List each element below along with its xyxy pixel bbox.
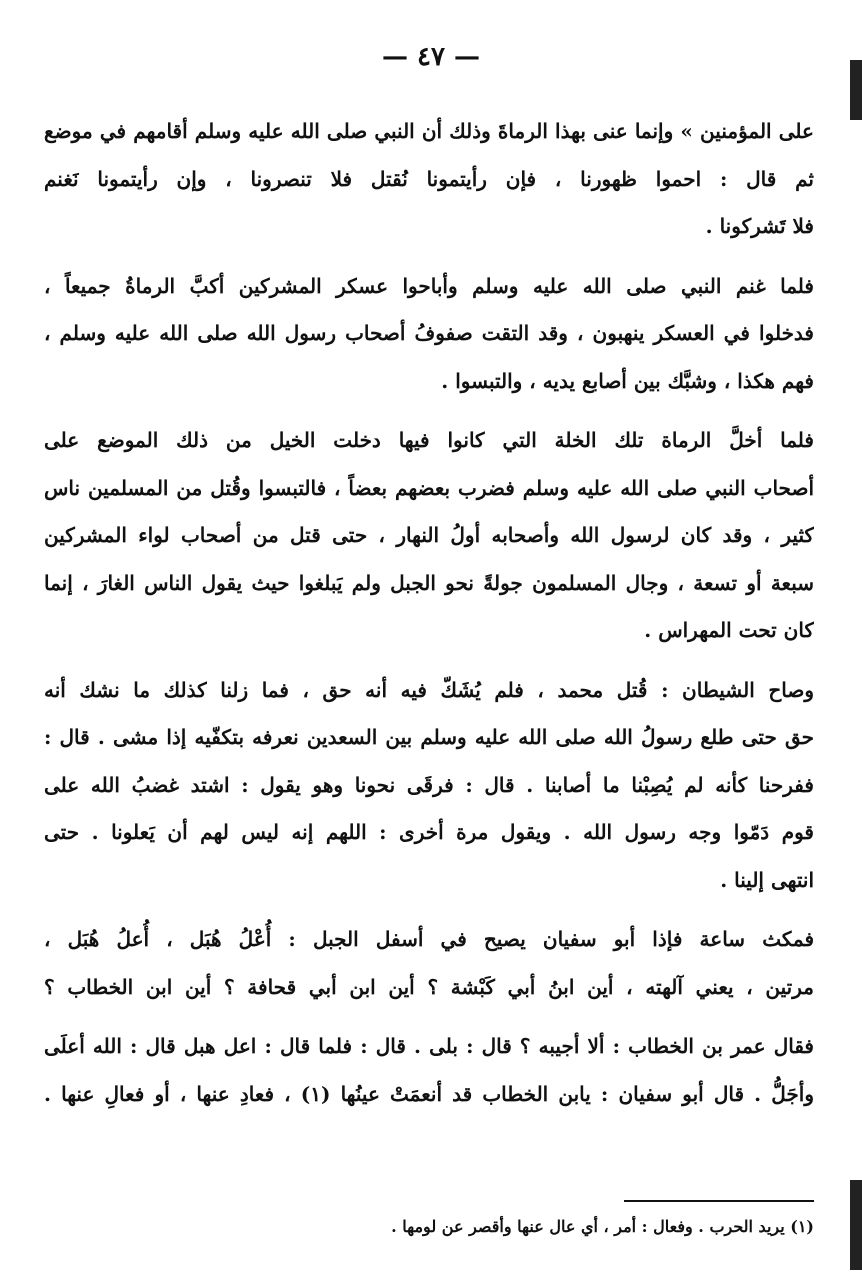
- text-line: مرتين ، يعني آلهته ، أين ابنُ أبي كَبْشة ؟ أين ابن أبي قحافة ؟ أين ابن الخطاب ؟: [44, 974, 814, 999]
- footnote: [44, 1212, 814, 1242]
- text-line: فلما أخلَّ الرماة تلك الخلة التي كانوا فيها دخلت الخيل من ذلك الموضع على: [44, 428, 814, 452]
- paragraph-3: [44, 417, 814, 655]
- text-line: أصحاب النبي صلى الله عليه وسلم فضرب بعضهم بعضاً ، فالتبسوا وقُتل من المسلمين ناس: [44, 475, 814, 500]
- paragraph-6: [44, 1023, 814, 1118]
- scan-edge-mark: [850, 1180, 862, 1270]
- text-line: كان تحت المهراس .: [644, 618, 814, 642]
- text-line: انتهى إلينا .: [720, 867, 814, 892]
- text-line: على المؤمنين » وإنما عنى بهذا الرماةَ وذلك أن النبي صلى الله عليه وسلم أقامهم في موضع: [44, 119, 814, 143]
- text-line: فلا تَشركونا .: [705, 214, 814, 238]
- text-line: حق حتى طلع رسولُ الله صلى الله عليه وسلم بين السعدين نعرفه بتكفّيه إذا مشى . قال :: [44, 725, 814, 749]
- page-number: — ٤٧ —: [381, 42, 481, 72]
- text-line: فلما غنم النبي صلى الله عليه وسلم وأباحوا عسكر المشركين أكبَّ الرماةُ جميعاً ،: [44, 273, 814, 298]
- paragraph-2: [44, 263, 814, 406]
- text-line: فقال عمر بن الخطاب : ألا أجيبه ؟ قال : بلى . قال : فلما قال : اعل هبل قال : الله أعلَى: [44, 1034, 814, 1058]
- paragraph-5: [44, 916, 814, 1011]
- text-line: فهم هكذا ، وشبَّك بين أصابع يديه ، والتبسوا .: [441, 368, 814, 393]
- footnote-divider: [624, 1200, 814, 1202]
- text-line: ثم قال : احموا ظهورنا ، فإن رأيتمونا نُقتل فلا تنصرونا ، وإن رأيتمونا نَغنم: [44, 166, 814, 191]
- scan-edge-mark: [850, 60, 862, 120]
- paragraph-1: [44, 108, 814, 251]
- text-line: سبعة أو تسعة ، وجال المسلمون جولةً نحو الجبل ولم يَبلغوا حيث يقول الناس الغارَ ، إنما: [44, 570, 814, 595]
- text-line: فدخلوا في العسكر ينهبون ، وقد التقت صفوفُ أصحاب رسول الله صلى الله عليه وسلم ،: [44, 321, 814, 345]
- text-line: ففرحنا كأنه لم يُصِبْنا ما أصابنا . قال : فرقَى نحونا وهو يقول : اشتد غضبُ الله على: [44, 772, 814, 797]
- text-line: وصاح الشيطان : قُتل محمد ، فلم يُشَكّ فيه أنه حق ، فما زلنا كذلك ما نشك أنه: [44, 677, 814, 702]
- footnote-line: (١) يريد الحرب . وفعال : أمر ، أي عال عنها وأقصر عن لومها .: [391, 1217, 814, 1236]
- text-line: فمكث ساعة فإذا أبو سفيان يصيح في أسفل الجبل : أُعْلُ هُبَل ، أُعلُ هُبَل ،: [44, 927, 814, 951]
- text-line: وأجَلُّ . قال أبو سفيان : يابن الخطاب قد أنعمَتْ عينُها (١) ، فعادِ عنها ، أو فعالِ عنها .: [44, 1081, 814, 1106]
- text-line: قوم دَمّوا وجه رسول الله . ويقول مرة أخرى : اللهم إنه ليس لهم أن يَعلونا . حتى: [44, 820, 814, 844]
- body-text: [44, 108, 814, 1130]
- paragraph-4: [44, 667, 814, 905]
- text-line: كثير ، وقد كان لرسول الله وأصحابه أولُ النهار ، حتى قتل من أصحاب لواء المشركين: [44, 523, 814, 547]
